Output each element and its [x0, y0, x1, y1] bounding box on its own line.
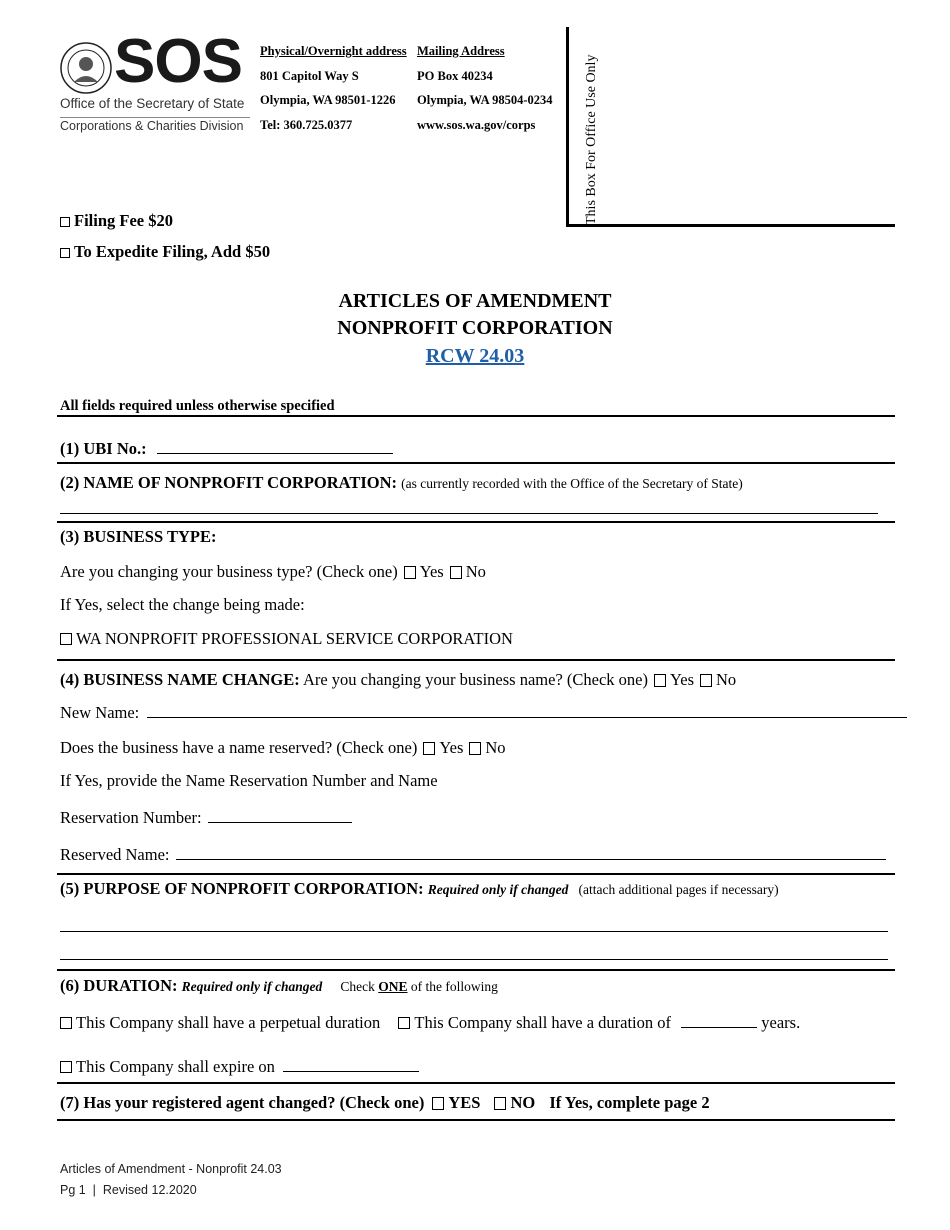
mailing-heading: Mailing Address — [417, 44, 505, 58]
name-change-question: (4) BUSINESS NAME CHANGE: Are you changing your business name? (Check one) Yes No — [60, 670, 737, 689]
new-name-row: New Name: — [60, 703, 907, 723]
reserved-name-input[interactable] — [176, 845, 886, 860]
divider — [57, 969, 895, 971]
professional-service-checkbox[interactable] — [60, 633, 72, 645]
purpose-heading: (5) PURPOSE OF NONPROFIT CORPORATION: Required only if changed (attach additional pages if necessary) — [60, 879, 779, 898]
business-type-no-checkbox[interactable] — [450, 566, 462, 579]
duration-of-checkbox[interactable] — [398, 1017, 410, 1029]
expedite-checkbox[interactable] — [60, 248, 70, 258]
new-name-input[interactable] — [147, 703, 907, 718]
reserved-no-checkbox[interactable] — [469, 742, 481, 755]
corp-name-input[interactable] — [60, 513, 878, 514]
business-type-if-yes: If Yes, select the change being made: — [60, 595, 305, 614]
perpetual-checkbox[interactable] — [60, 1017, 72, 1029]
expire-checkbox[interactable] — [60, 1061, 72, 1073]
filing-fee-checkbox[interactable] — [60, 217, 70, 227]
expire-date-input[interactable] — [283, 1057, 419, 1072]
registered-agent-question: (7) Has your registered agent changed? (Check one) YES NO If Yes, complete page 2 — [60, 1093, 710, 1112]
name-change-no-checkbox[interactable] — [700, 674, 712, 687]
purpose-input-line-2[interactable] — [60, 959, 888, 960]
divider — [57, 1082, 895, 1084]
ubi-input[interactable] — [157, 439, 393, 454]
state-seal-icon — [60, 42, 112, 94]
divider — [57, 415, 895, 417]
physical-line1: 801 Capitol Way S — [260, 68, 359, 83]
name-change-yes-checkbox[interactable] — [654, 674, 666, 687]
title-line2: NONPROFIT CORPORATION — [337, 317, 613, 339]
business-type-heading: (3) BUSINESS TYPE: — [60, 527, 217, 546]
mailing-line2: Olympia, WA 98504-0234 — [417, 93, 553, 107]
rcw-link[interactable]: RCW 24.03 — [425, 345, 525, 367]
divider — [57, 462, 895, 464]
form-title — [0, 288, 950, 342]
divider — [57, 659, 895, 661]
reservation-number-row: Reservation Number: — [60, 808, 352, 828]
divider — [57, 873, 895, 875]
logo-divider — [60, 117, 250, 118]
office-use-box — [566, 27, 895, 227]
mailing-line3: www.sos.wa.gov/corps — [417, 117, 536, 132]
logo-office: Office of the Secretary of State — [60, 96, 245, 111]
section-ubi: (1) UBI No.: — [60, 439, 393, 459]
mailing-address — [417, 39, 553, 137]
footer-line2: Pg 1 | Revised 12.2020 — [60, 1183, 197, 1197]
duration-heading: (6) DURATION: Required only if changed Check ONE of the following — [60, 976, 498, 995]
physical-address — [260, 39, 407, 137]
purpose-input-line-1[interactable] — [60, 931, 888, 932]
sos-logo — [60, 27, 255, 140]
section-corp-name: (2) NAME OF NONPROFIT CORPORATION: (as currently recorded with the Office of the Secretary of State) — [60, 473, 743, 492]
business-type-option: WA NONPROFIT PROFESSIONAL SERVICE CORPORATION — [60, 629, 513, 649]
duration-years-input[interactable] — [681, 1013, 757, 1028]
reserved-yes-checkbox[interactable] — [423, 742, 435, 755]
title-line1: ARTICLES OF AMENDMENT — [338, 290, 612, 312]
expedite-fee: To Expedite Filing, Add $50 — [60, 242, 270, 262]
divider — [57, 521, 895, 523]
physical-line2: Olympia, WA 98501-1226 — [260, 93, 396, 107]
agent-yes-checkbox[interactable] — [432, 1097, 444, 1110]
footer — [60, 1159, 282, 1201]
logo-letters: SOS — [114, 27, 242, 96]
filing-fee: Filing Fee $20 — [60, 211, 173, 231]
mailing-line1: PO Box 40234 — [417, 68, 493, 83]
reservation-instructions: If Yes, provide the Name Reservation Number and Name — [60, 771, 438, 790]
business-type-yes-checkbox[interactable] — [404, 566, 416, 579]
required-note: All fields required unless otherwise specified — [60, 398, 335, 414]
reserved-question: Does the business have a name reserved? (Check one) Yes No — [60, 738, 506, 757]
footer-line1: Articles of Amendment - Nonprofit 24.03 — [60, 1162, 282, 1176]
logo-division: Corporations & Charities Division — [60, 119, 244, 133]
physical-line3: Tel: 360.725.0377 — [260, 117, 353, 132]
duration-options-row: This Company shall have a perpetual duration This Company shall have a duration of years. — [60, 1013, 800, 1033]
reserved-name-row: Reserved Name: — [60, 845, 886, 865]
business-type-question: Are you changing your business type? (Check one) Yes No — [60, 562, 486, 581]
reservation-number-input[interactable] — [208, 808, 352, 823]
office-use-label: This Box For Office Use Only — [584, 54, 599, 225]
expire-row: This Company shall expire on — [60, 1057, 419, 1077]
agent-no-checkbox[interactable] — [494, 1097, 506, 1110]
divider — [57, 1119, 895, 1121]
physical-heading: Physical/Overnight address — [260, 44, 407, 58]
